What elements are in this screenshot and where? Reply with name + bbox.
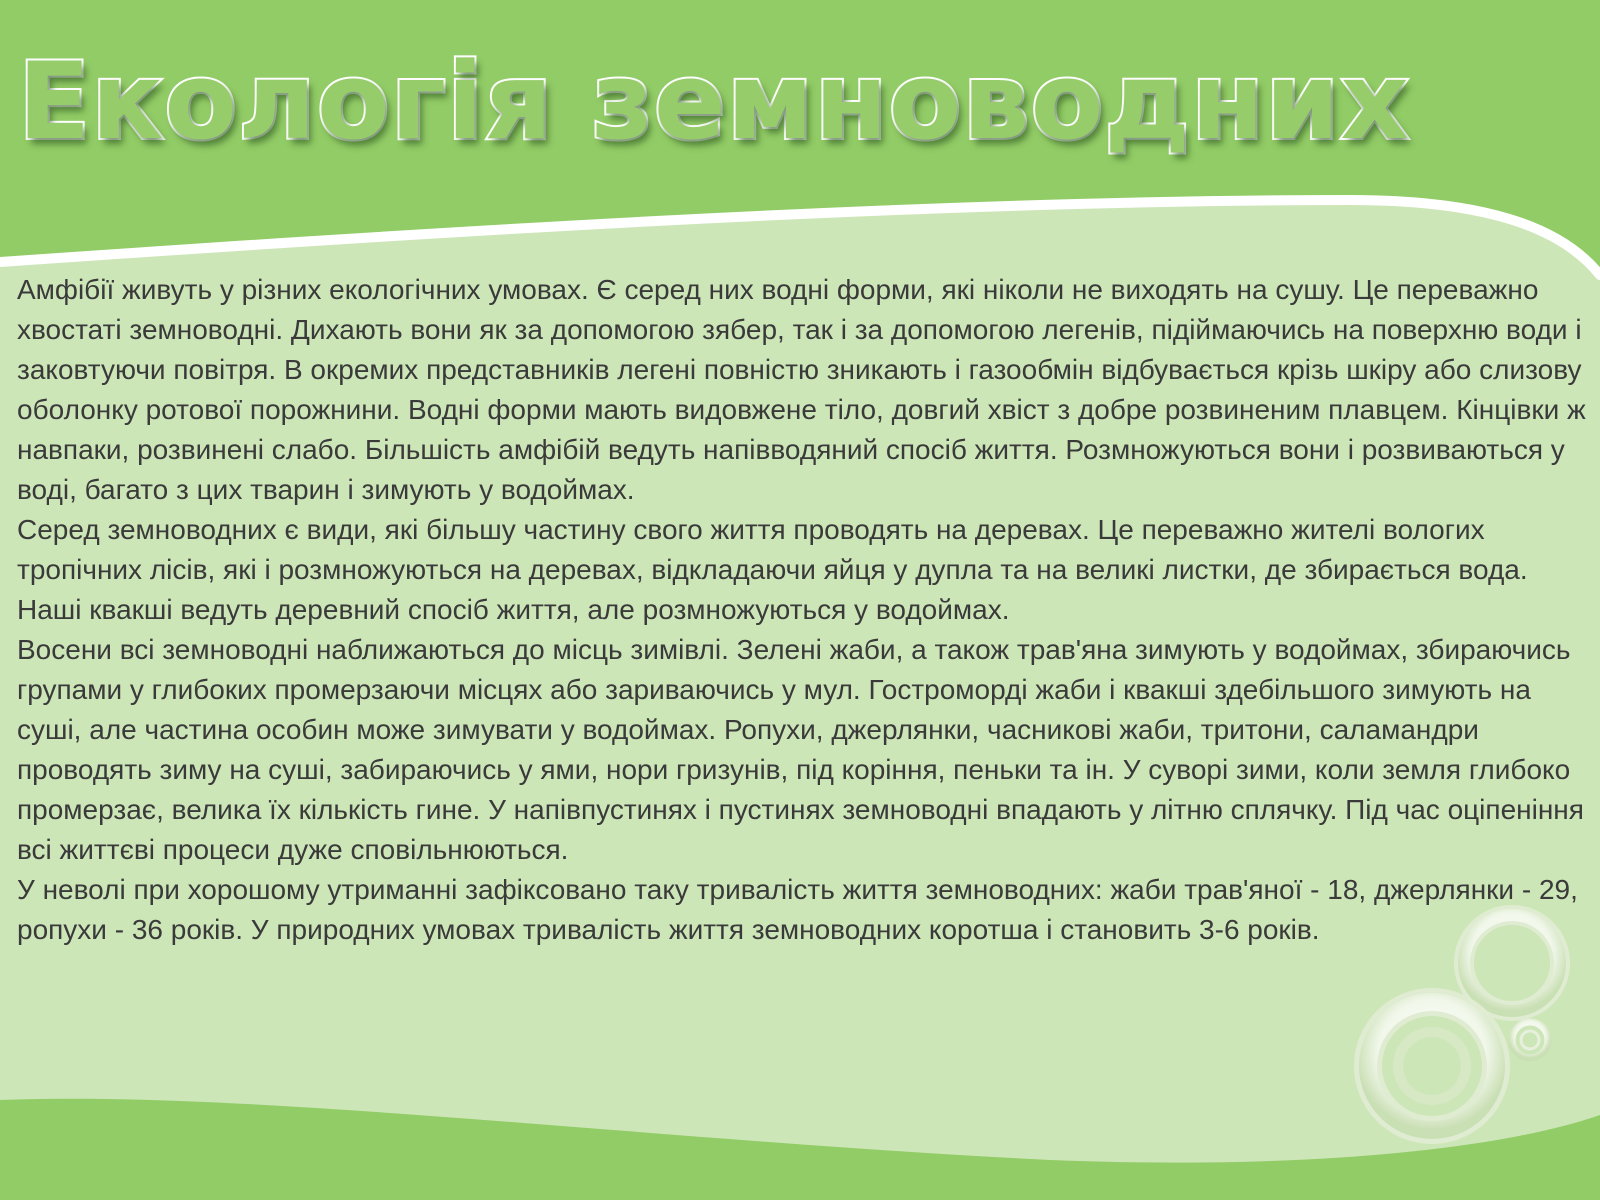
paragraph-aquatic-forms: Амфібії живуть у різних екологічних умовах. Є серед них водні форми, які ніколи не виходять на сушу. Це переважно хвостаті земноводні. Дихають вони як за допомогою зябер, так і за допомогою легенів, підіймаючись на поверхню води і заковтуючи повітря. В окремих представників легені повністю зникають і газообмін відбувається крізь шкіру або слизову оболонку ротової порожнини. Водні форми мають видовжене тіло, довгий хвіст з добре розвиненим плавцем. Кінцівки ж навпаки, розвинені слабо. Більшість амфібій ведуть напівводяний спосіб життя. Розмножуються вони і розвиваються у воді, багато з цих тварин і зимують у водоймах. <box>17 274 1586 505</box>
paragraph-lifespan: У неволі при хорошому утриманні зафіксовано таку тривалість життя земноводних: жаби трав'яної - 18, джерлянки - 29, ропухи - 36 років. У природних умовах тривалість життя земноводних коротша і становить 3-6 років. <box>17 874 1578 945</box>
paragraph-tree-dwellers: Серед земноводних є види, які більшу частину свого життя проводять на деревах. Це переважно жителі вологих тропічних лісів, які і розмножуються на деревах, відкладаючи яйця у дупла та на великі листки, де збирається вода. Наші квакші ведуть деревний спосіб життя, але розмножуються у водоймах. <box>17 514 1528 625</box>
slide-title: Екологія земноводних <box>18 40 1410 163</box>
paragraph-wintering: Восени всі земноводні наближаються до місць зимівлі. Зелені жаби, а також трав'яна зимують у водоймах, збираючись групами у глибоких промерзаючи місцях або зариваючись у мул. Гостроморді жаби і квакші здебільшого зимують на суші, але частина особин може зимувати у водоймах. Ропухи, джерлянки, часникові жаби, тритони, саламандри проводять зиму на суші, забираючись у ями, нори гризунів, під коріння, пеньки та ін. У суворі зими, коли земля глибоко промерзає, велика їх кількість гине. У напівпустинях і пустинях земноводні впадають у літню сплячку. Під час оціпеніння всі життєві процеси дуже сповільнюються. <box>17 634 1584 865</box>
slide-body <box>17 270 1587 950</box>
